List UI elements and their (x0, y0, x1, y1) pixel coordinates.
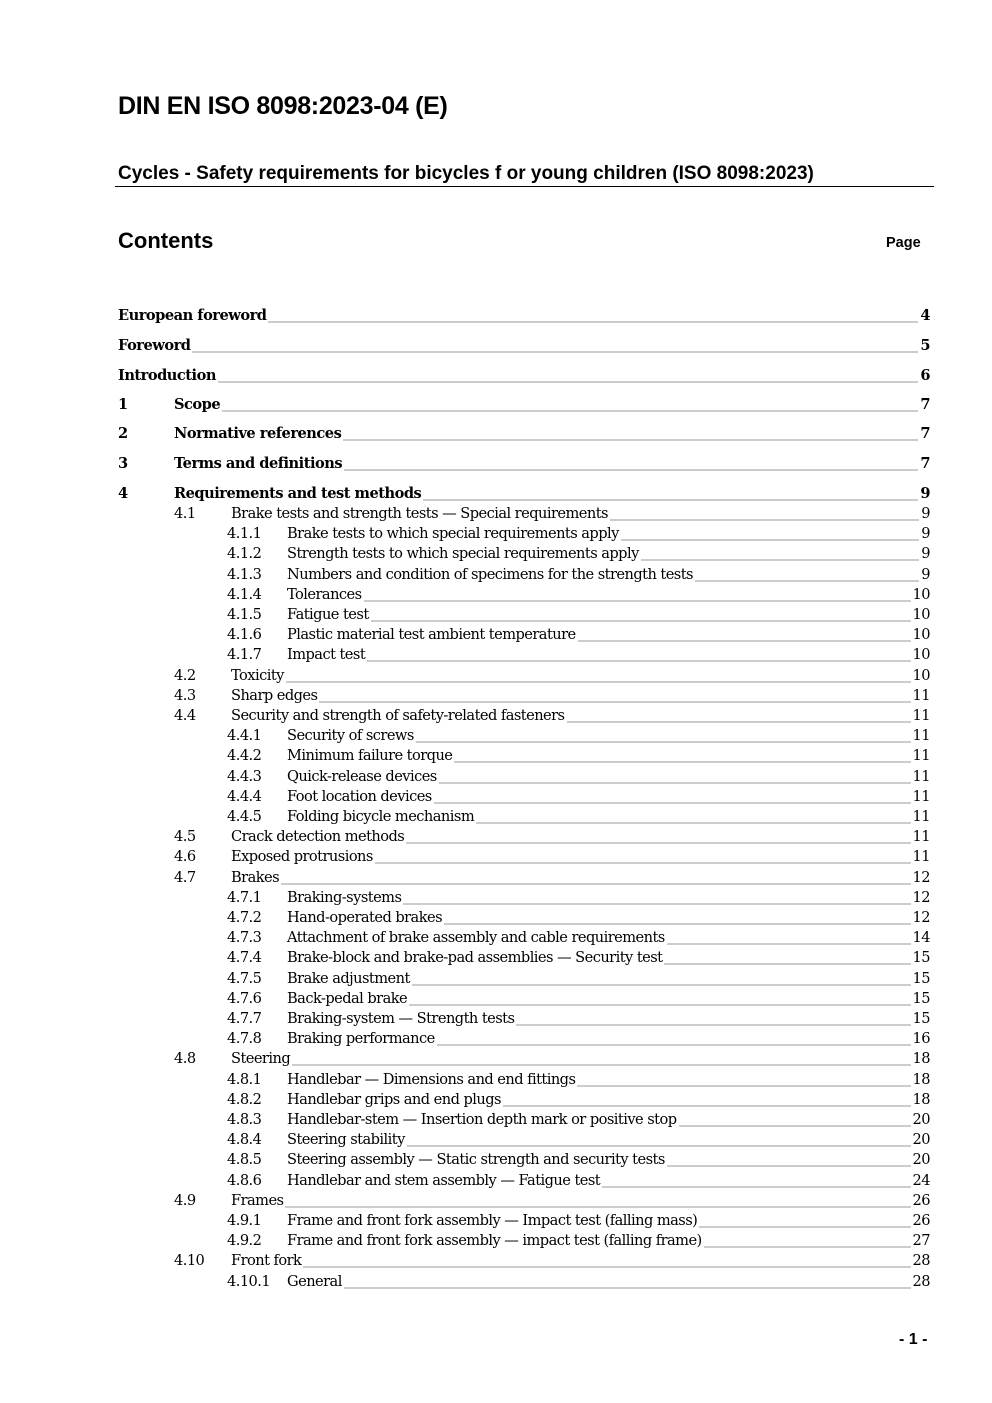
toc-entry-title: Attachment of brake assembly and cable requirements (287, 929, 665, 947)
toc-entry-page: 14 (912, 929, 930, 947)
toc-entry[interactable] (118, 687, 930, 707)
dot-leader (664, 961, 910, 965)
toc-entry-title: European foreword (118, 307, 267, 324)
dot-leader (679, 1123, 911, 1127)
toc-entry-number: 2 (118, 425, 128, 442)
toc-entry-page: 15 (912, 989, 930, 1007)
toc-entry[interactable] (118, 646, 930, 666)
toc-entry[interactable] (118, 1111, 930, 1131)
toc-entry-title: Requirements and test methods (174, 485, 422, 502)
dot-leader (218, 379, 918, 383)
toc-entry-title: Sharp edges (231, 686, 318, 704)
toc-entry-number: 4.4.5 (227, 808, 262, 825)
dot-leader (704, 1244, 911, 1248)
toc-entry-page: 7 (920, 425, 930, 442)
dot-leader (476, 820, 910, 824)
dot-leader (192, 349, 918, 353)
toc-entry-page: 18 (912, 1090, 930, 1108)
toc-entry-page: 12 (912, 868, 930, 886)
dot-leader (577, 1083, 910, 1087)
toc-entry-page: 10 (912, 666, 930, 684)
toc-entry[interactable] (118, 1030, 930, 1050)
toc-entry-title: Folding bicycle mechanism (287, 808, 475, 825)
toc-entry-title: Quick-release devices (287, 767, 437, 785)
dot-leader (371, 618, 911, 622)
toc-entry-number: 4.1.3 (227, 565, 262, 583)
dot-leader (444, 921, 911, 925)
toc-entry[interactable] (118, 889, 930, 909)
toc-entry[interactable] (118, 337, 930, 357)
toc-entry-page: 10 (912, 626, 930, 644)
toc-entry-page: 11 (912, 727, 930, 745)
toc-entry-page: 11 (912, 828, 930, 846)
toc-entry-page: 18 (912, 1070, 930, 1088)
toc-entry[interactable] (118, 505, 930, 525)
toc-entry-number: 4.8.1 (227, 1070, 262, 1088)
toc-entry-number: 4.7.7 (227, 1010, 262, 1027)
toc-entry-number: 4.8 (174, 1050, 196, 1068)
dot-leader (343, 437, 918, 441)
toc-entry-number: 4.1.6 (227, 626, 262, 644)
title-underline (115, 186, 934, 187)
toc-entry-page: 11 (912, 848, 930, 866)
toc-entry-page: 9 (921, 525, 930, 543)
toc-entry-page: 10 (912, 606, 930, 623)
toc-entry-number: 4.8.2 (227, 1090, 262, 1108)
toc-entry[interactable] (118, 848, 930, 868)
toc-entry-page: 10 (912, 646, 930, 664)
toc-entry-number: 4.7.1 (227, 888, 262, 906)
dot-leader (516, 1022, 910, 1026)
toc-entry[interactable] (118, 707, 930, 727)
toc-entry-title: Steering stability (287, 1131, 405, 1149)
toc-entry-title: Handlebar-stem — Insertion depth mark or positive stop (287, 1111, 677, 1128)
toc-entry-number: 4.1.1 (227, 525, 262, 543)
toc-entry-title: Strength tests to which special requirements apply (287, 545, 639, 563)
toc-entry-page: 11 (912, 686, 930, 704)
toc-entry-page: 9 (921, 565, 930, 583)
dot-leader (407, 1143, 911, 1147)
toc-entry-number: 4.1.4 (227, 585, 262, 603)
toc-entry-title: Brake-block and brake-pad assemblies — Security test (287, 949, 663, 967)
toc-entry[interactable] (118, 1091, 930, 1111)
toc-entry[interactable] (118, 1273, 930, 1293)
toc-entry-page: 10 (912, 585, 930, 603)
toc-entry-number: 4.7 (174, 868, 196, 886)
toc-entry-number: 4.1.2 (227, 545, 262, 563)
toc-entry-number: 4.10 (174, 1252, 205, 1270)
toc-entry[interactable] (118, 869, 930, 889)
toc-entry-title: Security of screws (287, 727, 414, 745)
toc-entry-title: Exposed protrusions (231, 848, 373, 866)
toc-entry-page: 15 (912, 949, 930, 967)
toc-entry-page: 11 (912, 787, 930, 805)
toc-entry[interactable] (118, 788, 930, 808)
toc-entry[interactable] (118, 909, 930, 929)
toc-entry-title: Steering (231, 1050, 291, 1068)
dot-leader (578, 638, 911, 642)
dot-leader (364, 598, 911, 602)
toc-entry-title: Brake tests and strength tests — Special requirements (231, 505, 608, 522)
toc-entry-title: Terms and definitions (174, 455, 343, 472)
toc-entry-title: Numbers and condition of specimens for the strength tests (287, 565, 693, 583)
toc-entry[interactable] (118, 929, 930, 949)
toc-entry-number: 4.9.2 (227, 1232, 262, 1250)
toc-entry-title: Back-pedal brake (287, 989, 408, 1007)
toc-entry-title: Foreword (118, 337, 191, 354)
toc-entry-page: 20 (912, 1151, 930, 1169)
dot-leader (375, 860, 911, 864)
toc-entry[interactable] (118, 485, 930, 505)
toc-entry-page: 11 (912, 747, 930, 765)
toc-entry-title: Minimum failure torque (287, 747, 453, 765)
toc-entry-page: 11 (912, 707, 930, 724)
dot-leader (403, 901, 910, 905)
toc-entry-title: Security and strength of safety-related fasteners (231, 707, 565, 724)
dot-leader (567, 719, 911, 723)
toc-entry[interactable] (118, 970, 930, 990)
toc-entry-number: 4.1.7 (227, 646, 262, 664)
toc-entry[interactable] (118, 1050, 930, 1070)
toc-entry-number: 4.9 (174, 1191, 196, 1209)
dot-leader (286, 679, 911, 683)
toc-entry-title: Braking-systems (287, 888, 402, 906)
toc-entry-title: Handlebar — Dimensions and end fittings (287, 1070, 576, 1088)
toc-entry-title: Plastic material test ambient temperature (287, 626, 576, 644)
toc-entry-title: Steering assembly — Static strength and security tests (287, 1151, 665, 1169)
toc-entry-page: 20 (912, 1111, 930, 1128)
toc-entry[interactable] (118, 808, 930, 828)
dot-leader (285, 1204, 910, 1208)
toc-entry-number: 4.2 (174, 666, 196, 684)
toc-entry-page: 6 (920, 367, 930, 384)
toc-entry-page: 18 (912, 1050, 930, 1068)
contents-heading: Contents (118, 228, 214, 253)
toc-entry[interactable] (118, 768, 930, 788)
toc-entry[interactable] (118, 990, 930, 1010)
toc-entry[interactable] (118, 586, 930, 606)
toc-entry[interactable] (118, 545, 930, 565)
toc-entry[interactable] (118, 606, 930, 626)
toc-entry-number: 3 (118, 455, 128, 472)
toc-entry-number: 4.4.3 (227, 767, 262, 785)
dot-leader (344, 1285, 911, 1289)
toc-entry-number: 4.6 (174, 848, 196, 866)
toc-entry[interactable] (118, 367, 930, 387)
toc-entry-number: 4.7.8 (227, 1030, 262, 1048)
dot-leader (621, 537, 919, 541)
toc-entry-number: 4.8.4 (227, 1131, 262, 1149)
toc-entry[interactable] (118, 949, 930, 969)
toc-entry-page: 4 (920, 307, 930, 324)
dot-leader (281, 881, 910, 885)
toc-entry-page: 9 (920, 485, 930, 502)
dot-leader (667, 1163, 911, 1167)
toc-entry-page: 5 (920, 337, 930, 354)
toc-entry-number: 4.8.3 (227, 1111, 262, 1128)
toc-entry[interactable] (118, 1071, 930, 1091)
document-title: DIN EN ISO 8098:2023-04 (E) (118, 92, 448, 120)
toc-entry-title: Hand-operated brakes (287, 909, 443, 926)
toc-entry-number: 4.4.1 (227, 727, 262, 745)
page-number: - 1 - (899, 1331, 928, 1348)
toc-entry[interactable] (118, 1232, 930, 1252)
toc-entry-number: 4.4.2 (227, 747, 262, 765)
toc-entry[interactable] (118, 1010, 930, 1030)
toc-entry-title: Scope (174, 396, 221, 413)
toc-entry[interactable] (118, 396, 930, 416)
toc-entry-number: 4.5 (174, 828, 196, 846)
dot-leader (344, 467, 918, 471)
toc-entry-page: 12 (912, 888, 930, 906)
toc-entry-title: Frame and front fork assembly — impact test (falling frame) (287, 1232, 702, 1250)
toc-entry-page: 16 (912, 1030, 930, 1048)
toc-entry-page: 26 (912, 1212, 930, 1229)
toc-entry-number: 4.7.5 (227, 969, 262, 987)
toc-entry[interactable] (118, 626, 930, 646)
toc-entry-title: Tolerances (287, 585, 362, 603)
dot-leader (667, 941, 911, 945)
toc-entry-number: 4.4.4 (227, 787, 262, 805)
toc-entry-title: Introduction (118, 367, 216, 384)
toc-entry-page: 15 (912, 1010, 930, 1027)
dot-leader (406, 840, 910, 844)
toc-entry-title: Handlebar and stem assembly — Fatigue test (287, 1171, 601, 1189)
toc-entry-number: 4.7.3 (227, 929, 262, 947)
toc-entry[interactable] (118, 566, 930, 586)
toc-entry-title: Impact test (287, 646, 366, 664)
toc-entry[interactable] (118, 455, 930, 475)
toc-entry-page: 7 (920, 455, 930, 472)
toc-entry-number: 4.7.6 (227, 989, 262, 1007)
toc-entry-number: 4.9.1 (227, 1212, 262, 1229)
toc-entry-page: 28 (912, 1272, 930, 1290)
toc-entry-number: 4.10.1 (227, 1272, 271, 1290)
toc-entry-page: 9 (921, 545, 930, 563)
toc-entry-title: Braking performance (287, 1030, 435, 1048)
toc-entry-title: Brake adjustment (287, 969, 410, 987)
toc-entry-title: Crack detection methods (231, 828, 405, 846)
toc-entry[interactable] (118, 1252, 930, 1272)
toc-entry-title: Front fork (231, 1252, 302, 1270)
dot-leader (319, 699, 910, 703)
dot-leader (222, 408, 918, 412)
toc-entry-number: 4.8.6 (227, 1171, 262, 1189)
document-subtitle: Cycles - Safety requirements for bicycles f or young children (ISO 8098:2023) (118, 163, 814, 184)
toc-entry-number: 4.3 (174, 686, 196, 704)
dot-leader (610, 517, 919, 521)
dot-leader (695, 578, 919, 582)
toc-entry-page: 12 (912, 909, 930, 926)
toc-entry-page: 20 (912, 1131, 930, 1149)
toc-entry-page: 15 (912, 969, 930, 987)
toc-entry[interactable] (118, 525, 930, 545)
toc-entry-title: Frames (231, 1191, 284, 1209)
toc-entry[interactable] (118, 1172, 930, 1192)
dot-leader (367, 658, 910, 662)
page-column-label: Page (886, 235, 921, 251)
dot-leader (423, 497, 918, 501)
toc-entry[interactable] (118, 667, 930, 687)
dot-leader (503, 1103, 911, 1107)
dot-leader (434, 800, 911, 804)
toc-entry-number: 1 (118, 396, 128, 413)
toc-entry-number: 4.7.2 (227, 909, 262, 926)
toc-entry[interactable] (118, 1131, 930, 1151)
toc-entry-title: Toxicity (231, 666, 284, 684)
dot-leader (409, 1002, 910, 1006)
toc-entry[interactable] (118, 727, 930, 747)
toc-entry-page: 27 (912, 1232, 930, 1250)
toc-entry-number: 4 (118, 485, 128, 502)
toc-entry-page: 7 (920, 396, 930, 413)
toc-entry-page: 24 (912, 1171, 930, 1189)
toc-entry[interactable] (118, 828, 930, 848)
dot-leader (437, 1042, 911, 1046)
dot-leader (292, 1062, 910, 1066)
dot-leader (268, 319, 918, 323)
toc-entry-title: Brake tests to which special requirements apply (287, 525, 619, 543)
toc-entry[interactable] (118, 1212, 930, 1232)
dot-leader (699, 1224, 910, 1228)
toc-entry-title: Brakes (231, 868, 280, 886)
dot-leader (602, 1184, 910, 1188)
dot-leader (416, 739, 911, 743)
toc-entry[interactable] (118, 307, 930, 327)
toc-entry-title: Foot location devices (287, 787, 432, 805)
toc-entry-number: 4.1 (174, 505, 196, 522)
toc-entry-page: 11 (912, 808, 930, 825)
toc-entry-title: Fatigue test (287, 606, 369, 623)
toc-entry-number: 4.4 (174, 707, 196, 724)
toc-entry-page: 9 (921, 505, 930, 522)
toc-entry[interactable] (118, 1151, 930, 1171)
toc-entry-page: 11 (912, 767, 930, 785)
toc-entry[interactable] (118, 1192, 930, 1212)
toc-entry-number: 4.1.5 (227, 606, 262, 623)
toc-entry[interactable] (118, 747, 930, 767)
toc-entry-title: Handlebar grips and end plugs (287, 1090, 501, 1108)
toc-entry-title: Frame and front fork assembly — Impact test (falling mass) (287, 1212, 698, 1229)
toc-entry-number: 4.8.5 (227, 1151, 262, 1169)
toc-entry-title: Braking-system — Strength tests (287, 1010, 515, 1027)
toc-entry-page: 26 (912, 1191, 930, 1209)
dot-leader (303, 1264, 910, 1268)
toc-entry[interactable] (118, 425, 930, 445)
dot-leader (454, 759, 910, 763)
dot-leader (641, 557, 919, 561)
toc-entry-number: 4.7.4 (227, 949, 262, 967)
toc-entry-title: Normative references (174, 425, 342, 442)
dot-leader (412, 982, 911, 986)
dot-leader (439, 780, 911, 784)
toc-entry-page: 28 (912, 1252, 930, 1270)
toc-entry-title: General (287, 1272, 342, 1290)
